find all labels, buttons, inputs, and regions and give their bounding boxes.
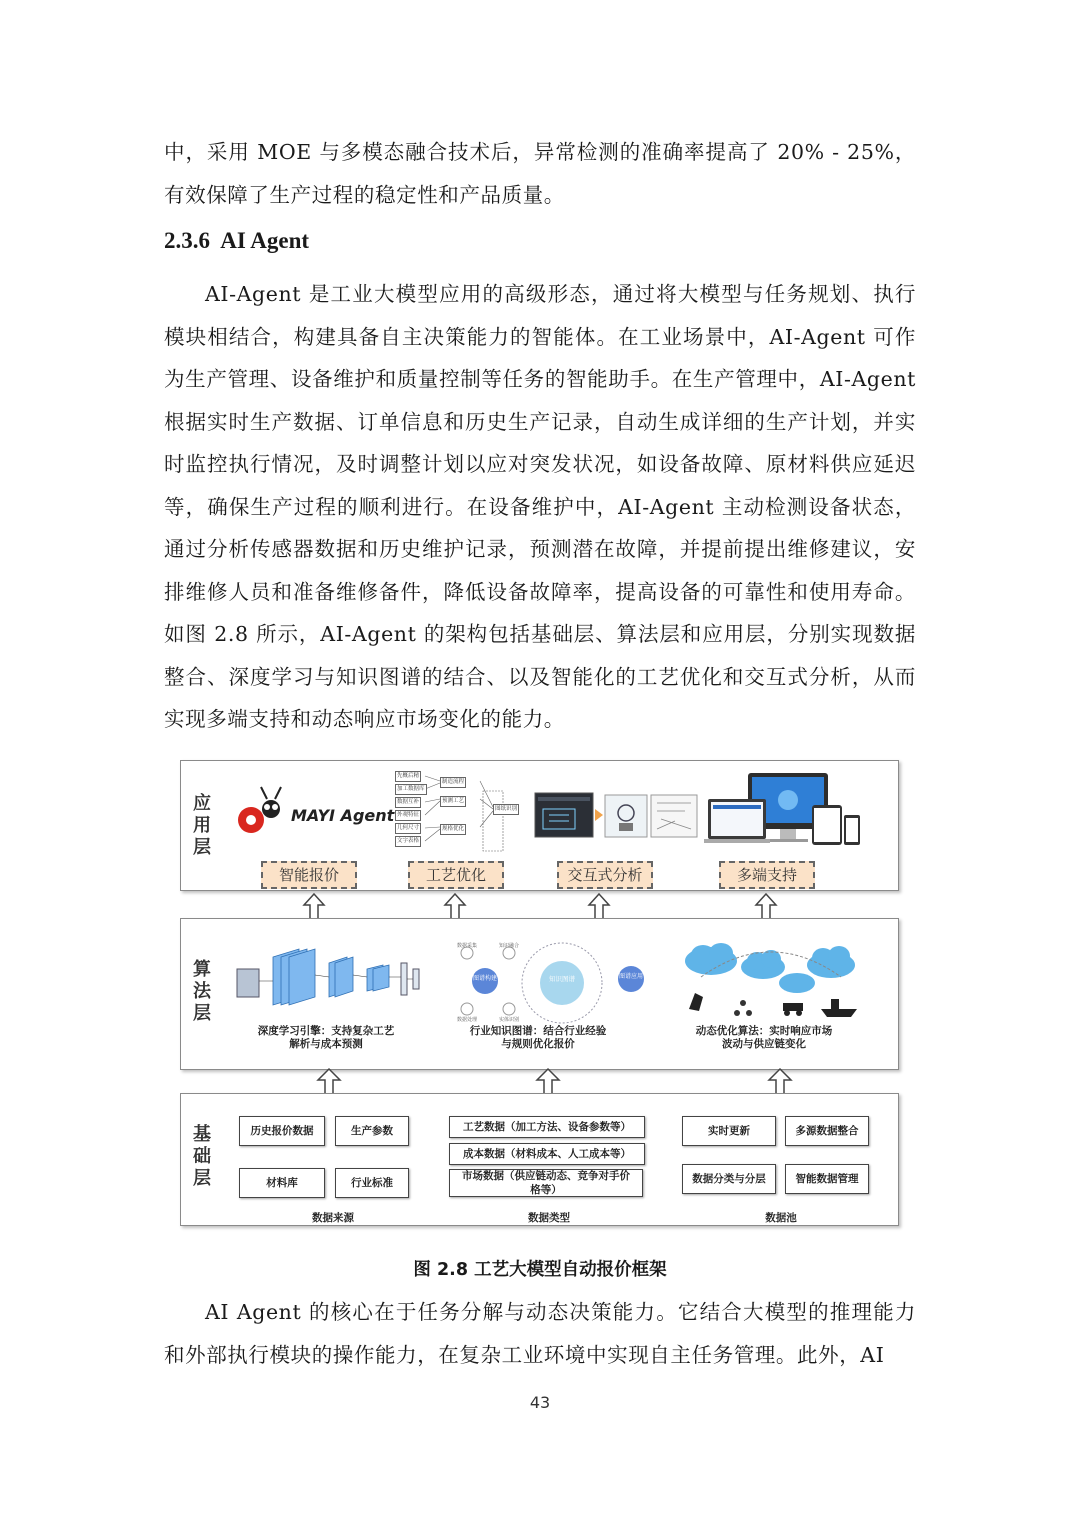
- data-pool-item: 多源数据整合: [785, 1116, 869, 1146]
- paragraph-top: 中，采用 MOE 与多模态融合技术后，异常检测的准确率提高了 20% - 25%，有效保障了生产过程的稳定性和产品质量。: [164, 140, 916, 207]
- flow-label: 制造流程: [440, 777, 466, 788]
- flow-label: 文字表格: [395, 836, 421, 847]
- mayi-agent-logo: [233, 783, 395, 839]
- kg-node-label: 实体识别: [498, 1017, 519, 1023]
- data-type-item: 工艺数据（加工方法、设备参数等）: [449, 1116, 645, 1138]
- data-type-item: 市场数据（供应链动态、竞争对手价格等）: [449, 1169, 643, 1197]
- data-pool-item: 实时更新: [682, 1116, 776, 1146]
- multi-terminal-box: 多端支持: [719, 861, 815, 889]
- application-layer: [180, 760, 899, 891]
- data-source-item: 材料库: [239, 1168, 325, 1198]
- algorithm-layer: [180, 918, 899, 1070]
- foundation-layer-label: 基础层: [193, 1124, 211, 1189]
- cloud-network-diagram: [681, 937, 861, 1025]
- kg-node-label: 知识图谱: [549, 975, 575, 983]
- flow-label: 加工数据库: [395, 784, 427, 795]
- data-sources-title: 数据来源: [312, 1212, 354, 1224]
- cnn-diagram: [233, 941, 428, 1021]
- paragraph-bottom: AI Agent 的核心在于任务分解与动态决策能力。它结合大模型的推理能力和外部执行模块的操作能力，在复杂工业环境中实现自主任务管理。此外，AI: [164, 1300, 916, 1367]
- knowledge-graph-caption: 行业知识图谱：结合行业经验 与规则优化报价: [469, 1025, 607, 1050]
- data-pool-item: 智能数据管理: [785, 1164, 869, 1194]
- process-flowchart: [395, 769, 525, 855]
- interactive-analysis-box: 交互式分析: [557, 861, 653, 889]
- data-pool-item: 数据分类与分层: [682, 1164, 776, 1194]
- flow-label: 外观特征: [395, 810, 421, 821]
- section-heading: [164, 228, 309, 254]
- flow-label: 预测工艺: [440, 796, 466, 807]
- flow-label: 先概后精: [395, 771, 421, 782]
- dynamic-optimization-caption: 动态优化算法：实时响应市场 波动与供应链变化: [695, 1025, 833, 1050]
- kg-node-label: 数据处理: [456, 1017, 477, 1023]
- kg-node-label: 数据采集: [456, 943, 477, 949]
- application-layer-label: 应用层: [193, 793, 211, 858]
- figure-caption: 图 2.8 工艺大模型自动报价框架: [413, 1260, 667, 1280]
- flow-label: 数据互补: [395, 797, 421, 808]
- kg-node-label: 图谱应用: [618, 973, 643, 980]
- data-source-item: 历史报价数据: [239, 1116, 325, 1146]
- page-number: 43: [529, 1393, 551, 1412]
- data-source-item: 行业标准: [335, 1168, 409, 1198]
- process-optimization-box: 工艺优化: [408, 861, 504, 889]
- data-pool-title: 数据池: [765, 1212, 797, 1224]
- paragraph-main: AI-Agent 是工业大模型应用的高级形态，通过将大模型与任务规划、执行模块相结合，构建具备自主决策能力的智能体。在工业场景中，AI-Agent 可作为生产管理、设备维护和质量控制等任务的智能助手。在生产管理中，AI-Agent 根据实时生产数据、订单信息和历史生产记录，自动生成详细的生产计划，并实时监控执行情况，及时调整计划以应对突发状况，如设备故障、原材料供应延迟等，确保生产过程的顺利进行。在设备维护中，AI-Agent 主动检测设备状态，通过分析传感器数据和历史维护记录，预测潜在故障，并提前提出维修建议，安排维修人员和准备维修备件，降低设备故障率，提高设备的可靠性和使用寿命。如图 2.8 所示，AI-Agent 的架构包括基础层、算法层和应用层，分别实现数据整合、深度学习与知识图谱的结合、以及智能化的工艺优化和交互式分析，从而实现多端支持和动态响应市场变化的能力。: [164, 282, 916, 731]
- kg-node-label: 图谱构建: [472, 975, 497, 982]
- flow-label: 几何尺寸: [395, 823, 421, 834]
- smart-quote-box: 智能报价: [261, 861, 357, 889]
- deep-learning-caption: 深度学习引擎：支持复杂工艺 解析与成本预测: [257, 1025, 395, 1050]
- logo-text: MAYI Agent: [291, 806, 395, 825]
- section-number: 2.3.6: [164, 228, 210, 253]
- section-title: AI Agent: [220, 228, 310, 253]
- flow-label: 图纸识别: [493, 804, 519, 815]
- foundation-layer: [180, 1093, 899, 1226]
- flow-label: 规格优化: [440, 824, 466, 835]
- knowledge-graph-diagram: [449, 941, 659, 1025]
- data-types-title: 数据类型: [528, 1212, 570, 1224]
- algorithm-layer-label: 算法层: [193, 959, 211, 1024]
- cad-screenshots: [535, 791, 699, 841]
- data-source-item: 生产参数: [335, 1116, 409, 1146]
- multi-device-mockup: [708, 771, 860, 855]
- data-type-item: 成本数据（材料成本、人工成本等）: [449, 1143, 645, 1165]
- kg-node-label: 知识融合: [498, 943, 519, 949]
